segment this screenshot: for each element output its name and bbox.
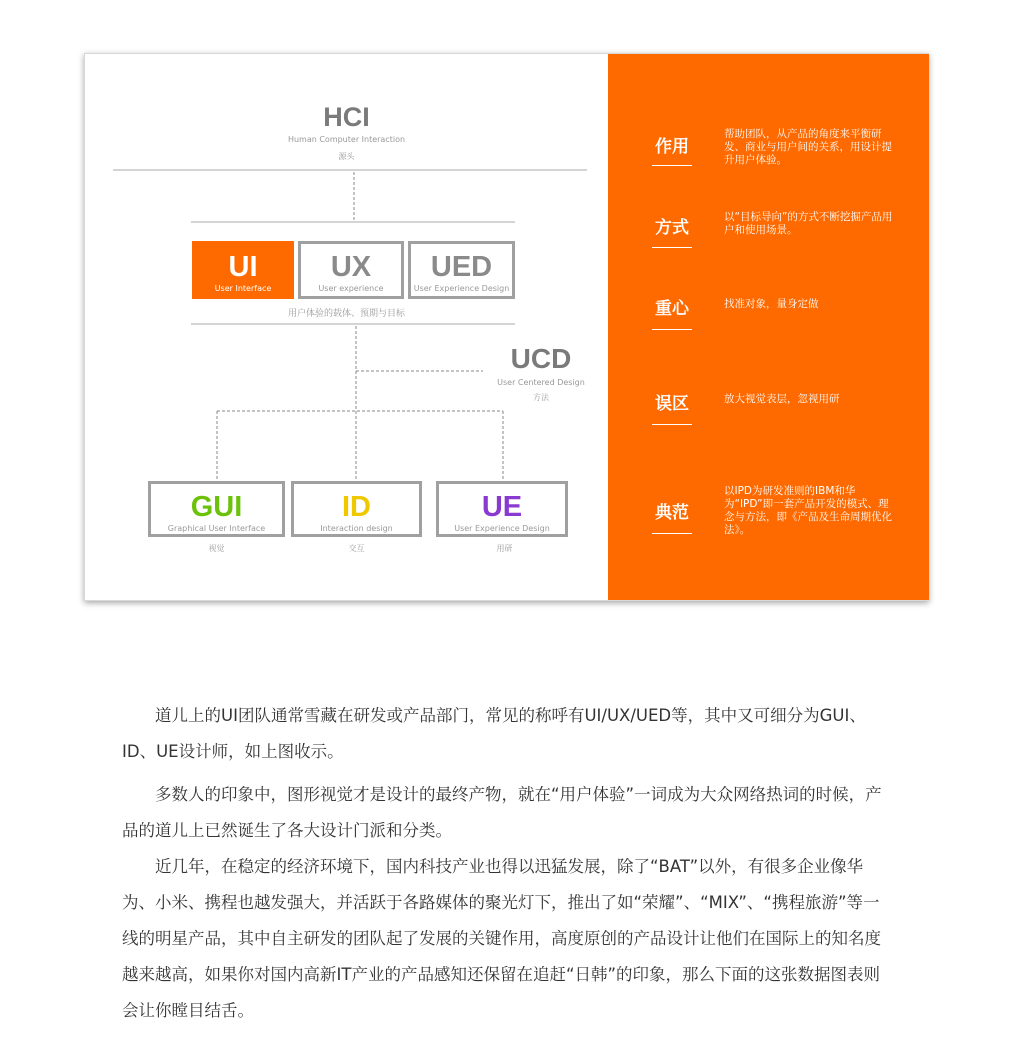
hci-note: 源头 <box>338 152 355 161</box>
hci-title: HCI <box>323 102 370 132</box>
ucd-note: 方法 <box>533 393 549 402</box>
gui-title: GUI <box>190 491 243 523</box>
row-desc: 找准对象，量身定做 <box>724 298 819 310</box>
ui-title: UI <box>228 251 258 283</box>
article-paragraph-3: 近几年，在稳定的经济环境下，国内科技产业也得以迅猛发展，除了“BAT”以外，有很多企业像华为、小米、携程也越发强大，并活跃于各路媒体的聚光灯下，推出了如“荣耀”、“MIX”、“携程旅游”等一线的明星产品，其中自主研发的团队起了发展的关键作用，高度原创的产品设计让他们在国际上的知名度越来越高，如果你对国内高新IT产业的产品感知还保留在追赶“日韩”的印象，那么下面的这张数据图表则会让你瞠目结舌。 <box>122 857 881 1020</box>
ue-subtitle: User Experience Design <box>454 524 550 533</box>
row-title: 重心 <box>655 299 689 319</box>
gui-subtitle: Graphical User Interface <box>167 524 266 533</box>
row-desc: 帮助团队，从产品的角度来平衡研发、商业与用户间的关系，用设计提升用户体验。 <box>724 128 892 166</box>
row-underline <box>652 533 692 534</box>
summary-panel <box>608 54 929 600</box>
id-subtitle: Interaction design <box>320 524 393 533</box>
row-title: 方式 <box>655 218 689 238</box>
row-desc: 以“目标导向”的方式不断挖掘产品用户和使用场景。 <box>724 211 893 236</box>
diagram-card <box>84 53 929 601</box>
gui-box <box>148 481 285 537</box>
row-title: 作用 <box>655 137 689 157</box>
article-paragraph-1: 道儿上的UI团队通常雪藏在研发或产品部门，常见的称呼有UI/UX/UED等，其中又可细分为GUI、ID、UE设计师，如上图收示。 <box>122 706 866 761</box>
ued-subtitle: User Experience Design <box>413 284 510 293</box>
ux-box <box>298 241 404 299</box>
ui-subtitle: User Interface <box>214 284 272 293</box>
ue-box <box>436 481 568 537</box>
id-box <box>291 481 422 537</box>
ued-box <box>408 241 515 299</box>
ue-title: UE <box>481 491 523 523</box>
hierarchy-diagram <box>85 54 608 600</box>
row-underline <box>652 329 692 330</box>
ucd-title: UCD <box>510 343 572 374</box>
hci-subtitle: Human Computer Interaction <box>287 135 406 144</box>
ued-title: UED <box>430 251 493 283</box>
top-caption: 用户体验的载体、预期与目标 <box>287 309 405 319</box>
ux-title: UX <box>330 251 372 283</box>
row-underline <box>652 165 692 166</box>
ui-box <box>192 241 294 299</box>
row-desc: 以IPD为研发准则的IBM和华为“IPD”即一套产品开发的模式、理念与方法，即《产品及生命周期优化法》。 <box>724 485 892 536</box>
row-underline <box>652 247 692 248</box>
ue-caption: 用研 <box>496 544 513 553</box>
row-desc: 放大视觉表层，忽视用研 <box>724 393 840 405</box>
id-caption: 交互 <box>348 544 365 553</box>
row-title: 典范 <box>655 503 689 523</box>
article-paragraph-2: 多数人的印象中，图形视觉才是设计的最终产物，就在“用户体验”一词成为大众网络热词的时候，产品的道儿上已然诞生了各大设计门派和分类。 <box>122 785 882 840</box>
id-title: ID <box>342 491 371 523</box>
ucd-subtitle: User Centered Design <box>497 378 585 387</box>
ux-subtitle: User experience <box>318 284 384 293</box>
row-underline <box>652 424 692 425</box>
row-title: 误区 <box>655 394 689 414</box>
gui-caption: 视觉 <box>208 544 225 553</box>
